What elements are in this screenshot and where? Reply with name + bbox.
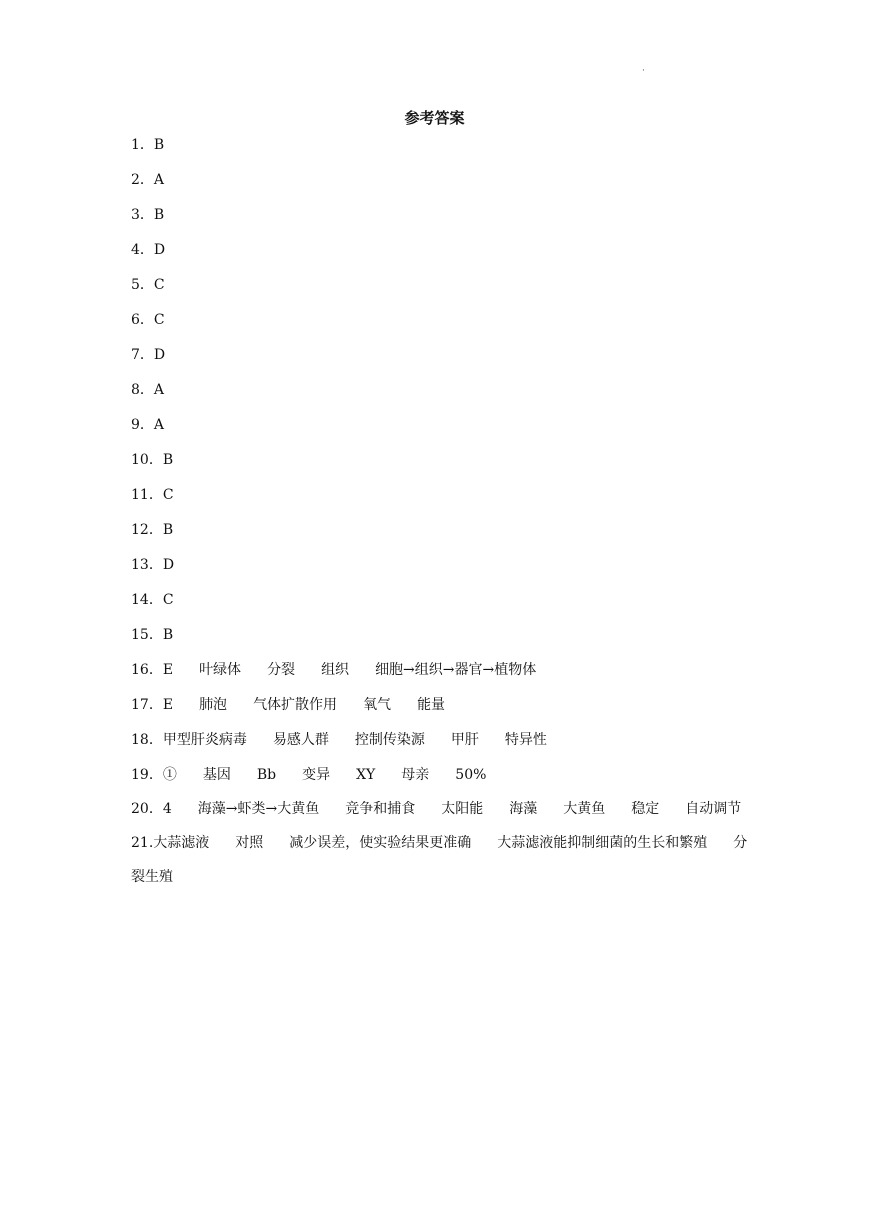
- answer-row: [131, 729, 751, 764]
- answer-row: [131, 554, 751, 589]
- answer-number: 6．: [131, 312, 154, 328]
- answer-number: 11．: [131, 487, 163, 503]
- answer-row: [131, 694, 751, 729]
- answer-part: 分裂: [267, 662, 296, 678]
- answer-part: 能量: [417, 697, 446, 713]
- answer-part: 叶绿体: [199, 662, 242, 678]
- answer-part: B: [162, 452, 174, 468]
- answer-part: 大黄鱼: [563, 801, 606, 817]
- answer-part: B: [162, 627, 174, 643]
- answer-part: ①: [162, 767, 177, 783]
- answer-part: 细胞→组织→器官→植物体: [375, 662, 537, 678]
- answer-part: D: [153, 242, 166, 258]
- answer-row: [131, 826, 751, 894]
- answer-number: 10．: [131, 452, 163, 468]
- answer-number: 5．: [131, 277, 154, 293]
- answer-part: 大蒜滤液: [153, 835, 210, 851]
- answer-part: 竞争和捕食: [345, 801, 416, 817]
- answer-part: 4: [162, 801, 172, 817]
- answer-list: [131, 134, 751, 887]
- answer-part: XY: [356, 767, 376, 783]
- answer-row: [131, 589, 751, 624]
- answer-part: C: [162, 487, 174, 503]
- answer-part: 组织: [321, 662, 350, 678]
- answer-row: [131, 519, 751, 554]
- answer-number: 4．: [131, 242, 154, 258]
- answer-part: 气体扩散作用: [253, 697, 338, 713]
- answer-part: A: [153, 417, 165, 433]
- answer-number: 15．: [131, 627, 163, 643]
- answer-number: 1．: [131, 137, 154, 153]
- answer-row: [131, 169, 751, 204]
- answer-part: 氧气: [363, 697, 392, 713]
- answer-number: 18．: [131, 732, 163, 748]
- answer-part: 大蒜滤液能抑制细菌的生长和繁殖: [497, 835, 708, 851]
- answer-number: 7．: [131, 347, 154, 363]
- answer-row: [131, 204, 751, 239]
- answer-part: 海藻→虾类→大黄鱼: [197, 801, 320, 817]
- answer-part: 变异: [302, 767, 331, 783]
- answer-part: 基因: [202, 767, 231, 783]
- answer-row: [131, 449, 751, 484]
- answer-part: 50%: [455, 767, 487, 783]
- answer-number: 3．: [131, 207, 154, 223]
- answer-number: 9．: [131, 417, 154, 433]
- answer-part: E: [162, 662, 174, 678]
- answer-number: 2．: [131, 172, 154, 188]
- answer-number: 16．: [131, 662, 163, 678]
- answer-row: [131, 379, 751, 414]
- answer-row: [131, 274, 751, 309]
- answer-row: [131, 134, 751, 169]
- answer-number: 20．: [131, 801, 163, 817]
- answer-number: 19．: [131, 767, 163, 783]
- answer-part: A: [153, 382, 165, 398]
- corner-mark: ·: [642, 66, 645, 76]
- answer-row: [131, 792, 751, 826]
- answer-number: 21.: [131, 835, 154, 851]
- answer-part: Bb: [256, 767, 277, 783]
- answer-part: 海藻: [509, 801, 538, 817]
- answer-part: E: [162, 697, 174, 713]
- answer-number: 13．: [131, 557, 163, 573]
- answer-part: 易感人群: [272, 732, 329, 748]
- answer-part: C: [153, 312, 165, 328]
- answer-part: 太阳能: [441, 801, 484, 817]
- answer-row: [131, 309, 751, 344]
- answer-number: 8．: [131, 382, 154, 398]
- answer-row: [131, 659, 751, 694]
- answer-part: 甲肝: [450, 732, 479, 748]
- page-title: 参考答案: [404, 109, 465, 127]
- answer-row: [131, 484, 751, 519]
- answer-number: 12．: [131, 522, 163, 538]
- answer-row: [131, 344, 751, 379]
- answer-part: B: [162, 522, 174, 538]
- answer-part: C: [153, 277, 165, 293]
- answer-part: B: [153, 137, 165, 153]
- answer-part: 特异性: [504, 732, 547, 748]
- answer-part: 对照: [235, 835, 264, 851]
- answer-part: D: [153, 347, 166, 363]
- answer-part: 肺泡: [199, 697, 228, 713]
- answer-number: 17．: [131, 697, 163, 713]
- answer-part: 稳定: [631, 801, 660, 817]
- answer-part: C: [162, 592, 174, 608]
- answer-row: [131, 414, 751, 449]
- answer-part: 甲型肝炎病毒: [162, 732, 247, 748]
- answer-part: D: [162, 557, 175, 573]
- answer-part: 减少误差，使实验结果更准确: [289, 835, 472, 851]
- answer-number: 14．: [131, 592, 163, 608]
- answer-part: B: [153, 207, 165, 223]
- answer-part: 分裂生殖: [131, 835, 748, 885]
- answer-row: [131, 239, 751, 274]
- answer-part: 自动调节: [685, 801, 742, 817]
- answer-part: 母亲: [401, 767, 430, 783]
- answer-part: 控制传染源: [354, 732, 425, 748]
- answer-row: [131, 624, 751, 659]
- answer-part: A: [153, 172, 165, 188]
